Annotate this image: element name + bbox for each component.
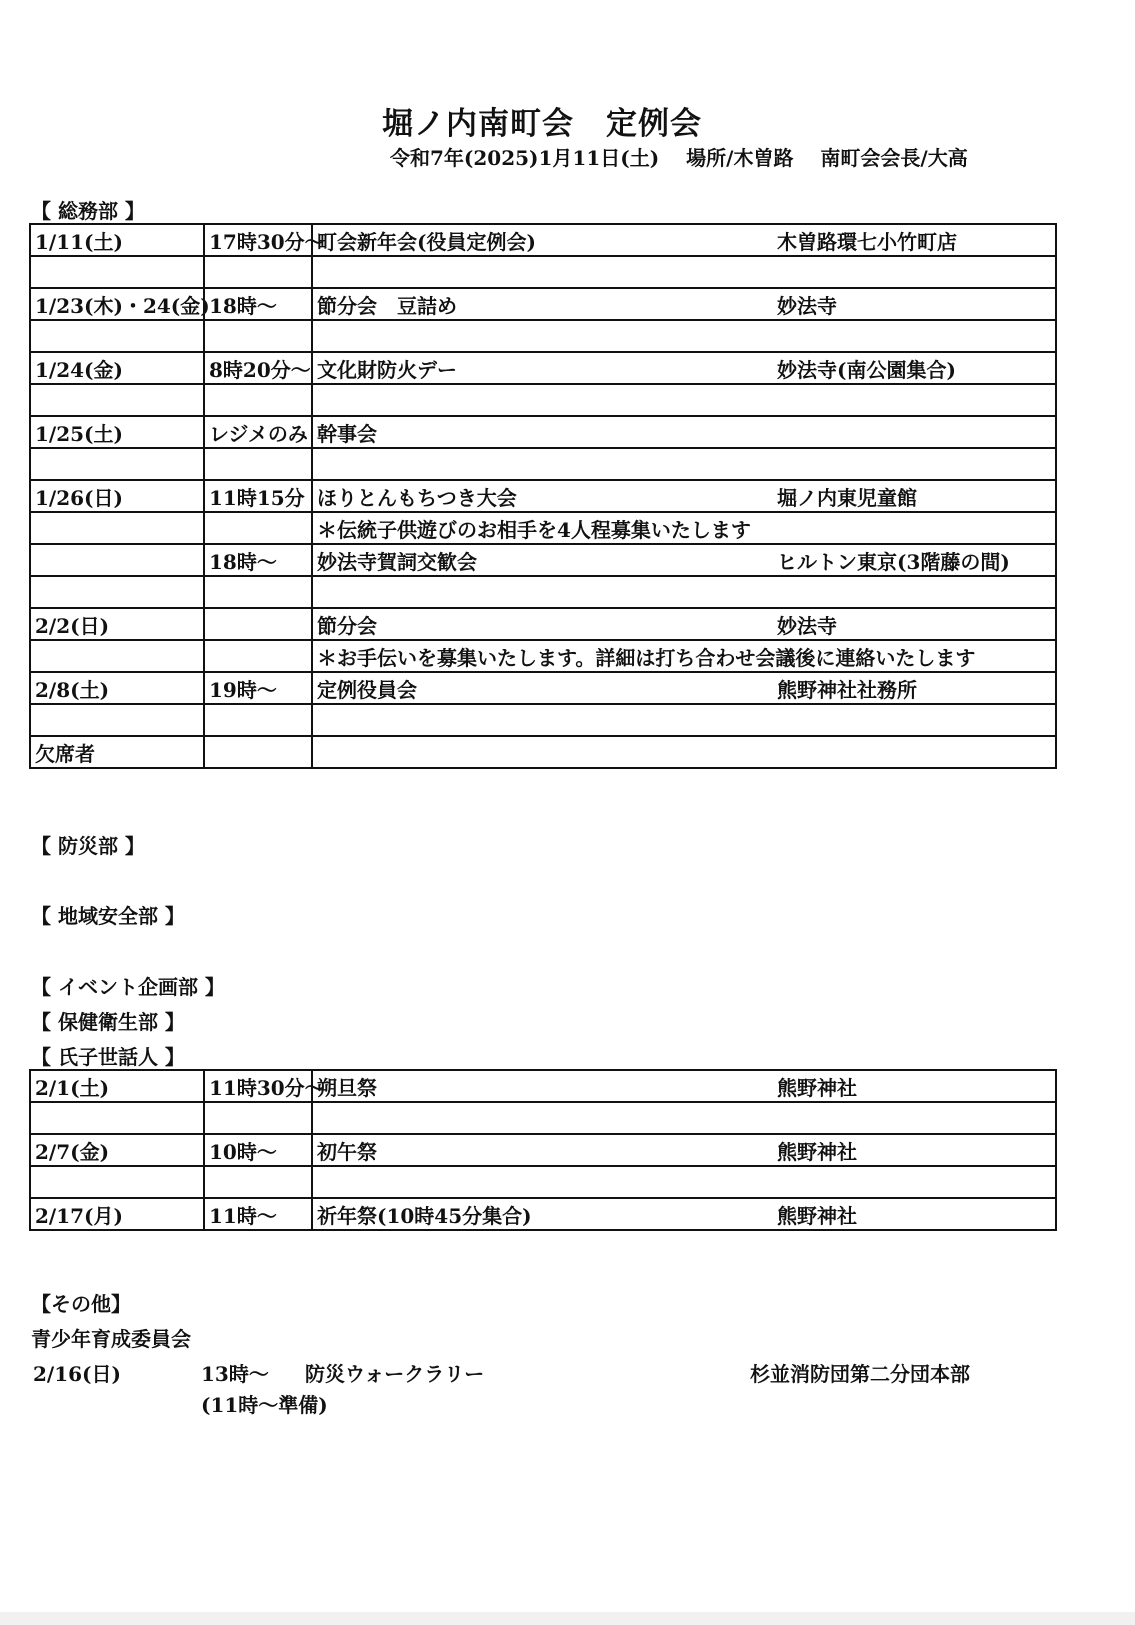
section-hoken: 【 保健衛生部 】 xyxy=(31,1010,185,1034)
table-row xyxy=(30,512,1056,544)
event-name: 定例役員会 xyxy=(317,677,417,702)
table-row xyxy=(30,640,1056,672)
time-cell: 18時～ xyxy=(204,544,312,576)
event-place-cell xyxy=(312,320,1056,352)
table-row xyxy=(30,544,1056,576)
date-cell: 1/24(金) xyxy=(30,352,204,384)
event-place: ヒルトン東京(3階藤の間) xyxy=(777,549,1010,574)
table-row xyxy=(30,1102,1056,1134)
time-cell xyxy=(204,320,312,352)
date-cell: 1/23(木)・24(金) xyxy=(30,288,204,320)
event-place: 妙法寺(南公園集合) xyxy=(777,357,956,382)
event-place-cell xyxy=(312,576,1056,608)
time-cell xyxy=(204,1102,312,1134)
time-cell xyxy=(204,608,312,640)
table-row xyxy=(30,736,1056,768)
other-place: 杉並消防団第二分団本部 xyxy=(750,1362,970,1386)
date-cell: 1/25(土) xyxy=(30,416,204,448)
event-place: 堀ノ内東児童館 xyxy=(777,485,917,510)
event-place-cell xyxy=(312,1070,1056,1102)
event-name: 祈年祭(10時45分集合) xyxy=(317,1203,532,1228)
event-place-cell xyxy=(312,480,1056,512)
document-title: 堀ノ内南町会 定例会 xyxy=(382,106,702,142)
date-cell: 2/8(土) xyxy=(30,672,204,704)
date-cell: 1/26(日) xyxy=(30,480,204,512)
other-time: 13時～ xyxy=(201,1362,269,1386)
event-place: 妙法寺 xyxy=(777,613,837,638)
event-place-cell xyxy=(312,384,1056,416)
section-bousai: 【 防災部 】 xyxy=(31,834,145,858)
time-cell: レジメのみ xyxy=(204,416,312,448)
date-cell: 2/7(金) xyxy=(30,1134,204,1166)
event-name: 初午祭 xyxy=(317,1139,377,1164)
page-bottom-edge xyxy=(0,1612,1135,1625)
date-cell: 欠席者 xyxy=(30,736,204,768)
date-cell xyxy=(30,544,204,576)
date-cell: 2/1(土) xyxy=(30,1070,204,1102)
other-prep-note: (11時～準備) xyxy=(201,1393,328,1417)
event-place-cell xyxy=(312,608,1056,640)
date-cell xyxy=(30,448,204,480)
time-cell xyxy=(204,256,312,288)
date-cell: 2/17(月) xyxy=(30,1198,204,1230)
event-place-cell xyxy=(312,1102,1056,1134)
table-row xyxy=(30,320,1056,352)
event-name: 妙法寺賀詞交歓会 xyxy=(317,549,477,574)
date-cell xyxy=(30,1102,204,1134)
table-row xyxy=(30,704,1056,736)
event-name: 節分会 豆詰め xyxy=(317,293,457,318)
event-place-cell xyxy=(312,256,1056,288)
event-name: 文化財防火デー xyxy=(317,357,457,382)
event-place: 妙法寺 xyxy=(777,293,837,318)
table-row xyxy=(30,1198,1056,1230)
date-cell xyxy=(30,576,204,608)
table-row xyxy=(30,1070,1056,1102)
event-place-cell xyxy=(312,544,1056,576)
event-place-cell xyxy=(312,1134,1056,1166)
time-cell xyxy=(204,512,312,544)
date-cell xyxy=(30,1166,204,1198)
date-cell: 2/2(日) xyxy=(30,608,204,640)
table-row xyxy=(30,480,1056,512)
time-cell: 8時20分～ xyxy=(204,352,312,384)
other-event: 防災ウォークラリー xyxy=(305,1362,485,1386)
event-name: ほりとんもちつき大会 xyxy=(317,485,517,510)
date-cell: 1/11(土) xyxy=(30,224,204,256)
ujiko-schedule-table xyxy=(29,1069,1057,1231)
event-place-cell xyxy=(312,640,1056,672)
soumu-schedule-table xyxy=(29,223,1057,769)
event-place-cell xyxy=(312,448,1056,480)
time-cell xyxy=(204,576,312,608)
table-row xyxy=(30,576,1056,608)
table-row xyxy=(30,352,1056,384)
event-name: 町会新年会(役員定例会) xyxy=(317,229,536,254)
table-row xyxy=(30,288,1056,320)
time-cell: 11時15分 xyxy=(204,480,312,512)
event-place-cell xyxy=(312,288,1056,320)
event-place: 熊野神社 xyxy=(777,1075,857,1100)
time-cell: 10時～ xyxy=(204,1134,312,1166)
event-name: 幹事会 xyxy=(317,421,377,446)
table-row xyxy=(30,448,1056,480)
time-cell xyxy=(204,704,312,736)
soumu-schedule-body xyxy=(30,224,1056,768)
event-place-cell xyxy=(312,1166,1056,1198)
event-place: 熊野神社社務所 xyxy=(777,677,917,702)
date-cell xyxy=(30,256,204,288)
document-subtitle: 令和7年(2025)1月11日(土) 場所/木曽路 南町会会長/大高 xyxy=(390,146,968,170)
table-row xyxy=(30,416,1056,448)
table-row xyxy=(30,608,1056,640)
event-name: ＊お手伝いを募集いたします。詳細は打ち合わせ会議後に連絡いたします xyxy=(317,645,976,670)
other-date: 2/16(日) xyxy=(33,1362,121,1386)
event-name: 朔旦祭 xyxy=(317,1075,377,1100)
event-place-cell xyxy=(312,1198,1056,1230)
event-place-cell xyxy=(312,704,1056,736)
section-event: 【 イベント企画部 】 xyxy=(31,975,225,999)
table-row xyxy=(30,384,1056,416)
event-place-cell xyxy=(312,672,1056,704)
time-cell xyxy=(204,448,312,480)
date-cell xyxy=(30,384,204,416)
ujiko-schedule-body xyxy=(30,1070,1056,1230)
event-place-cell xyxy=(312,416,1056,448)
event-place-cell xyxy=(312,352,1056,384)
event-name: ＊伝統子供遊びのお相手を4人程募集いたします xyxy=(317,517,751,542)
table-row xyxy=(30,672,1056,704)
time-cell xyxy=(204,1166,312,1198)
time-cell xyxy=(204,640,312,672)
time-cell: 17時30分～ xyxy=(204,224,312,256)
date-cell xyxy=(30,704,204,736)
table-row xyxy=(30,1166,1056,1198)
table-row xyxy=(30,1134,1056,1166)
date-cell xyxy=(30,640,204,672)
table-row xyxy=(30,256,1056,288)
section-soumu: 【 総務部 】 xyxy=(31,199,145,223)
event-place-cell xyxy=(312,736,1056,768)
time-cell: 11時30分～ xyxy=(204,1070,312,1102)
event-place: 熊野神社 xyxy=(777,1139,857,1164)
event-place: 熊野神社 xyxy=(777,1203,857,1228)
event-name: 節分会 xyxy=(317,613,377,638)
time-cell: 11時～ xyxy=(204,1198,312,1230)
event-place: 木曽路環七小竹町店 xyxy=(777,229,957,254)
section-chiiki: 【 地域安全部 】 xyxy=(31,904,185,928)
time-cell xyxy=(204,384,312,416)
time-cell: 18時～ xyxy=(204,288,312,320)
section-ujiko: 【 氏子世話人 】 xyxy=(31,1045,185,1069)
date-cell xyxy=(30,320,204,352)
committee-name: 青少年育成委員会 xyxy=(31,1327,191,1351)
event-place-cell xyxy=(312,512,1056,544)
event-place-cell xyxy=(312,224,1056,256)
time-cell xyxy=(204,736,312,768)
date-cell xyxy=(30,512,204,544)
table-row xyxy=(30,224,1056,256)
time-cell: 19時～ xyxy=(204,672,312,704)
section-other: 【その他】 xyxy=(31,1292,131,1316)
